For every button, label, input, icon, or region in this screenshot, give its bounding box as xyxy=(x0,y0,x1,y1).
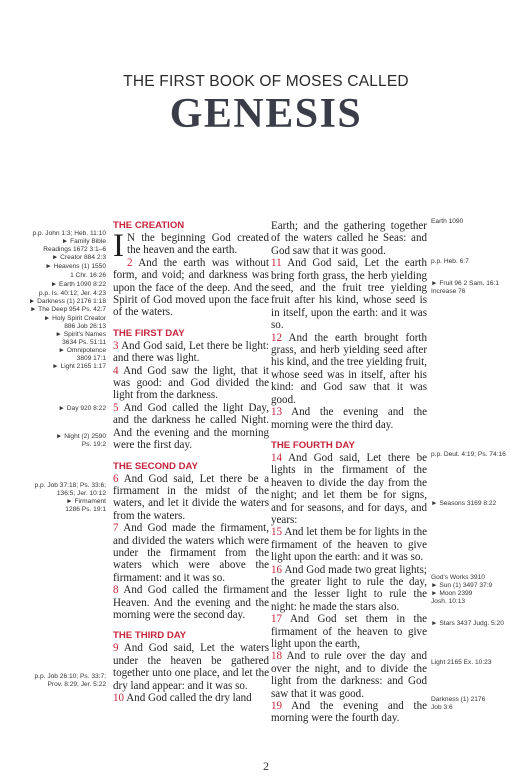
verse-9: 9 And God said, Let the waters under the heaven be gathered together unto one place, and let the dry land appear: and it was so. xyxy=(113,642,269,692)
left-margin-ref-line: Prov. 8:29; Jer. 5:22 xyxy=(47,681,106,688)
left-margin-ref-line: ► Darkness (1) 2176 1:18 xyxy=(28,298,106,305)
left-margin-ref-line: ► Spirit's Names xyxy=(55,331,106,338)
section-heading-third-day: THE THIRD DAY xyxy=(113,630,187,642)
verse-7: 7 And God made the firmament, and divided the waters which were under the firmament from the waters which were above the firmament: and it was so. xyxy=(113,522,269,584)
left-margin-ref-line: ► Firmament xyxy=(66,498,106,505)
right-margin-ref-line: ► Fruit 96 2 Sam. 16:1 xyxy=(431,280,500,287)
drop-cap: I xyxy=(113,228,124,264)
right-margin-ref-line: Job 3:6 xyxy=(431,704,453,711)
left-margin-ref-line: p.p. Is. 40:12; Jer. 4:23 xyxy=(38,290,106,297)
right-margin-ref-line: Darkness (1) 2176 xyxy=(431,696,486,703)
verse-5: 5 And God called the light Day, and the darkness he called Night. And the evening and the morning were the first day. xyxy=(113,401,270,452)
text-column-right xyxy=(271,220,427,725)
left-margin-ref-line: ► Holy Spirit Creator xyxy=(43,315,106,322)
right-margin-ref-line: p.p. Heb. 6:7 xyxy=(431,258,469,265)
section-heading-fourth-day: THE FOURTH DAY xyxy=(271,439,355,451)
verse-10: 10 And God called the dry land xyxy=(113,692,252,704)
left-margin-ref-line: ► Family Bible xyxy=(61,238,106,245)
text-column-left xyxy=(113,220,269,704)
verse-19: 19 And the evening and the morning were the fourth day. xyxy=(271,700,428,725)
verse-4: 4 And God saw the light, that it was good: and God divided the light from the darkness. xyxy=(113,364,269,402)
right-margin-ref-line: God's Works 3910 xyxy=(431,574,485,581)
left-margin-ref-line: 136:5; Jer. 10:12 xyxy=(56,490,106,497)
verse-6: 6 And God said, Let there be a firmament in the midst of the waters, and let it divide the waters from the waters. xyxy=(113,472,269,522)
verse-8: 8 And God called the firmament Heaven. And the evening and the morning were the second day. xyxy=(113,584,269,621)
left-margin-ref-line: p.p. Job 37:18; Ps. 33:6; xyxy=(34,482,106,489)
right-margin-ref-line: Earth 1090 xyxy=(431,218,464,225)
left-margin-ref-line: ► Heavens (1) 1550 xyxy=(45,263,106,270)
verse-14: 14 And God said, Let there be lights in the firmament of the heaven to divide the day from the night; and let them be for signs, and for seasons, and for days, and years: xyxy=(271,451,427,526)
left-margin-ref-line: Ps. 19:2 xyxy=(81,441,106,448)
right-margin-ref-line: Increase 76 xyxy=(431,288,466,295)
verse-13: 13 And the evening and the morning were the third day. xyxy=(271,406,428,431)
verse-10-continued: Earth; and the gathering together of the waters called he Seas: and God saw that it was good. xyxy=(271,220,427,257)
left-margin-ref-line: p.p. John 1:3; Heb. 11:10 xyxy=(32,230,106,237)
section-heading-first-day: THE FIRST DAY xyxy=(113,327,185,339)
left-margin-ref-line: ► Earth 1090 8:22 xyxy=(50,281,106,288)
book-supertitle: THE FIRST BOOK OF MOSES CALLED xyxy=(123,73,409,90)
verse-17: 17 And God set them in the firmament of the heaven to give light upon the earth, xyxy=(271,613,427,650)
right-margin-ref-line: ► Seasons 3169 8:22 xyxy=(431,500,497,507)
left-margin-ref-line: Readings 1672 3:1–6 xyxy=(43,246,106,253)
right-margin-ref-line: Light 2165 Ex. 10:23 xyxy=(431,659,492,666)
verse-2: 2 And the earth was without form, and void; and darkness was upon the face of the deep. And the Spirit of God moved upon the face of the waters. xyxy=(113,256,269,319)
section-heading-second-day: THE SECOND DAY xyxy=(113,460,198,472)
right-margin-ref-line: p.p. Deut. 4:19; Ps. 74:16 xyxy=(431,451,506,458)
verse-3: 3 And God said, Let there be light: and there was light. xyxy=(113,339,269,365)
left-margin-ref-line: ► Light 2165 1:17 xyxy=(52,363,106,370)
left-margin-ref-line: 3809 17:1 xyxy=(76,355,106,362)
verse-number: 2 xyxy=(127,256,133,269)
left-margin-ref-line: p.p. Job 26:10; Ps. 33:7; xyxy=(34,673,106,680)
left-margin-ref-line: ► Omnipotence xyxy=(58,347,106,354)
left-margin-ref-line: 3634 Ps. 51:11 xyxy=(62,339,106,346)
left-margin-ref-line: ► The Deep 954 Ps. 42:7 xyxy=(29,306,106,313)
left-margin-ref-line: 1286 Ps. 19:1 xyxy=(65,506,106,513)
book-title: GENESIS xyxy=(169,91,363,137)
verse-16: 16 And God made two great lights; the greater light to rule the day, and the lesser light to rule the night: he made the stars also. xyxy=(271,563,427,613)
verse-11: 11 And God said, Let the earth bring forth grass, the herb yielding seed, and the fruit tree yielding fruit after his kind, whose seed is in itself, upon the earth: and it was so. xyxy=(271,257,427,332)
right-margin-ref-line: ► Sun (1) 3497 37:9 xyxy=(431,582,493,589)
verse-18: 18 And to rule over the day and over the night, and to divide the light from the darkness: and God saw that it was good. xyxy=(271,650,427,700)
right-margin-ref-line: Josh. 10:13 xyxy=(431,598,466,605)
left-margin-ref-line: ► Night (2) 2590 xyxy=(55,433,106,440)
left-margin-ref-line: 1 Chr. 16:26 xyxy=(70,272,106,279)
verse-12: 12 And the earth brought forth grass, and herb yielding seed after his kind, and the tree yielding fruit, whose seed was in itself, after his kind: and God saw that it was good. xyxy=(271,331,428,406)
right-margin-ref-line: ► Moon 2399 xyxy=(431,590,473,597)
verse-15: 15 And let them be for lights in the firmament of the heaven to give light upon the earth: and it was so. xyxy=(271,526,428,564)
section-heading-creation: THE CREATION xyxy=(113,220,185,231)
right-margin-ref-line: ► Stars 3437 Judg. 5:20 xyxy=(431,620,504,627)
page-number: 2 xyxy=(263,759,269,773)
left-margin-ref-line: 886 Job 26:13 xyxy=(64,323,106,330)
verse-1: I N the beginning God created the heaven and the earth. xyxy=(113,228,269,264)
left-margin-ref-line: ► Creator 884 2:3 xyxy=(51,254,106,261)
left-margin-ref-line: ► Day 920 8:22 xyxy=(58,405,106,412)
